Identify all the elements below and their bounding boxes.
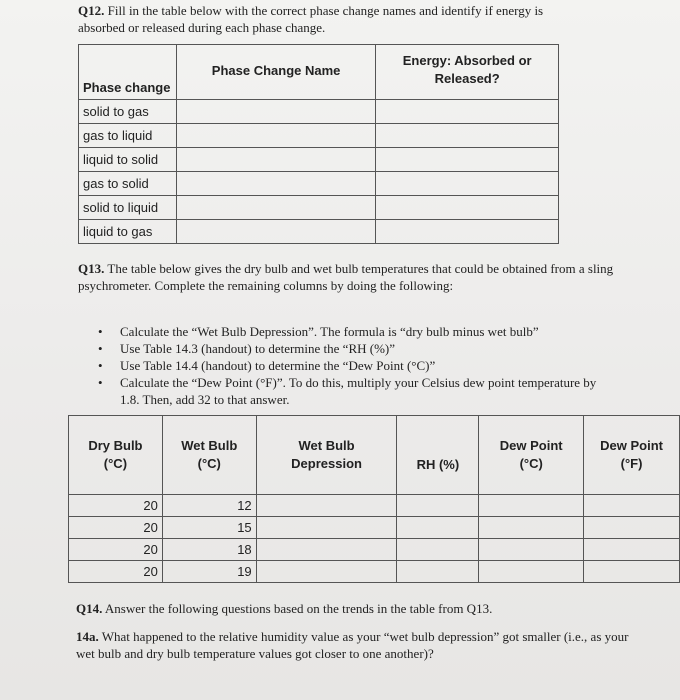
name-answer-cell[interactable]: [176, 220, 376, 244]
header-dew-point-c: Dew Point (°C): [479, 416, 584, 495]
q14a-prompt: [76, 628, 636, 662]
phase-change-cell: liquid to solid: [79, 148, 177, 172]
q13-prompt: [78, 260, 618, 294]
dry-bulb-cell: 20: [69, 561, 163, 583]
table-row: [69, 539, 680, 561]
header-wet-bulb-depression: Wet Bulb Depression: [256, 416, 397, 495]
dry-bulb-cell: 20: [69, 495, 163, 517]
list-item: • Calculate the “Dew Point (°F)”. To do this, multiply your Celsius dew point temperature by 1.8. Then, add 32 to that answer.: [98, 374, 618, 408]
rh-answer-cell[interactable]: [397, 495, 479, 517]
q13-instructions: [98, 323, 618, 408]
phase-change-table: [78, 44, 559, 244]
q12-number: Q12.: [78, 3, 105, 18]
q14a-text: What happened to the relative humidity value as your “wet bulb depression” got smaller (i.e., as your wet bulb and dry bulb temperature values got closer to one another)?: [76, 629, 629, 661]
energy-answer-cell[interactable]: [376, 148, 559, 172]
name-answer-cell[interactable]: [176, 124, 376, 148]
table-row: [79, 124, 559, 148]
name-answer-cell[interactable]: [176, 100, 376, 124]
q12-prompt: [78, 2, 558, 36]
list-item: • Calculate the “Wet Bulb Depression”. The formula is “dry bulb minus wet bulb”: [98, 323, 618, 340]
depression-answer-cell[interactable]: [256, 495, 397, 517]
dew-point-f-answer-cell[interactable]: [584, 539, 680, 561]
table-row: [69, 495, 680, 517]
phase-change-cell: solid to liquid: [79, 196, 177, 220]
table-row: [79, 196, 559, 220]
table-row: [79, 148, 559, 172]
header-dry-bulb: Dry Bulb (°C): [69, 416, 163, 495]
table-row: [69, 517, 680, 539]
depression-answer-cell[interactable]: [256, 517, 397, 539]
energy-answer-cell[interactable]: [376, 100, 559, 124]
rh-answer-cell[interactable]: [397, 517, 479, 539]
name-answer-cell[interactable]: [176, 172, 376, 196]
depression-answer-cell[interactable]: [256, 539, 397, 561]
table-row: [79, 100, 559, 124]
q14-prompt: [76, 600, 636, 617]
depression-answer-cell[interactable]: [256, 561, 397, 583]
phase-change-cell: gas to solid: [79, 172, 177, 196]
q14-text: Answer the following questions based on the trends in the table from Q13.: [104, 601, 493, 616]
q14a-number: 14a.: [76, 629, 99, 644]
energy-answer-cell[interactable]: [376, 196, 559, 220]
phase-change-cell: liquid to gas: [79, 220, 177, 244]
psychrometer-table: [68, 415, 680, 583]
wet-bulb-cell: 15: [162, 517, 256, 539]
energy-answer-cell[interactable]: [376, 172, 559, 196]
dew-point-c-answer-cell[interactable]: [479, 517, 584, 539]
dry-bulb-cell: 20: [69, 517, 163, 539]
phase-change-cell: gas to liquid: [79, 124, 177, 148]
wet-bulb-cell: 12: [162, 495, 256, 517]
header-dew-point-f: Dew Point (°F): [584, 416, 680, 495]
q13-text: The table below gives the dry bulb and wet bulb temperatures that could be obtained from a sling psychrometer. Complete the remaining columns by doing the following:: [78, 261, 614, 293]
list-item: • Use Table 14.3 (handout) to determine the “RH (%)”: [98, 340, 618, 357]
dew-point-f-answer-cell[interactable]: [584, 495, 680, 517]
dew-point-c-answer-cell[interactable]: [479, 561, 584, 583]
q14-number: Q14.: [76, 601, 103, 616]
list-item: • Use Table 14.4 (handout) to determine the “Dew Point (°C)”: [98, 357, 618, 374]
wet-bulb-cell: 18: [162, 539, 256, 561]
energy-answer-cell[interactable]: [376, 220, 559, 244]
header-phase-change-name: Phase Change Name: [176, 45, 376, 100]
phase-change-cell: solid to gas: [79, 100, 177, 124]
name-answer-cell[interactable]: [176, 196, 376, 220]
header-phase-change: Phase change: [79, 45, 177, 100]
q13-number: Q13.: [78, 261, 105, 276]
table-row: [69, 561, 680, 583]
header-rh: RH (%): [397, 416, 479, 495]
table-row: [79, 220, 559, 244]
name-answer-cell[interactable]: [176, 148, 376, 172]
wet-bulb-cell: 19: [162, 561, 256, 583]
table-row: [79, 172, 559, 196]
header-energy: Energy: Absorbed or Released?: [376, 45, 559, 100]
dew-point-c-answer-cell[interactable]: [479, 539, 584, 561]
dry-bulb-cell: 20: [69, 539, 163, 561]
rh-answer-cell[interactable]: [397, 539, 479, 561]
dew-point-c-answer-cell[interactable]: [479, 495, 584, 517]
header-wet-bulb: Wet Bulb (°C): [162, 416, 256, 495]
dew-point-f-answer-cell[interactable]: [584, 561, 680, 583]
rh-answer-cell[interactable]: [397, 561, 479, 583]
q12-text: Fill in the table below with the correct phase change names and identify if energy is absorbed or released during each phase change.: [78, 3, 544, 35]
energy-answer-cell[interactable]: [376, 124, 559, 148]
dew-point-f-answer-cell[interactable]: [584, 517, 680, 539]
